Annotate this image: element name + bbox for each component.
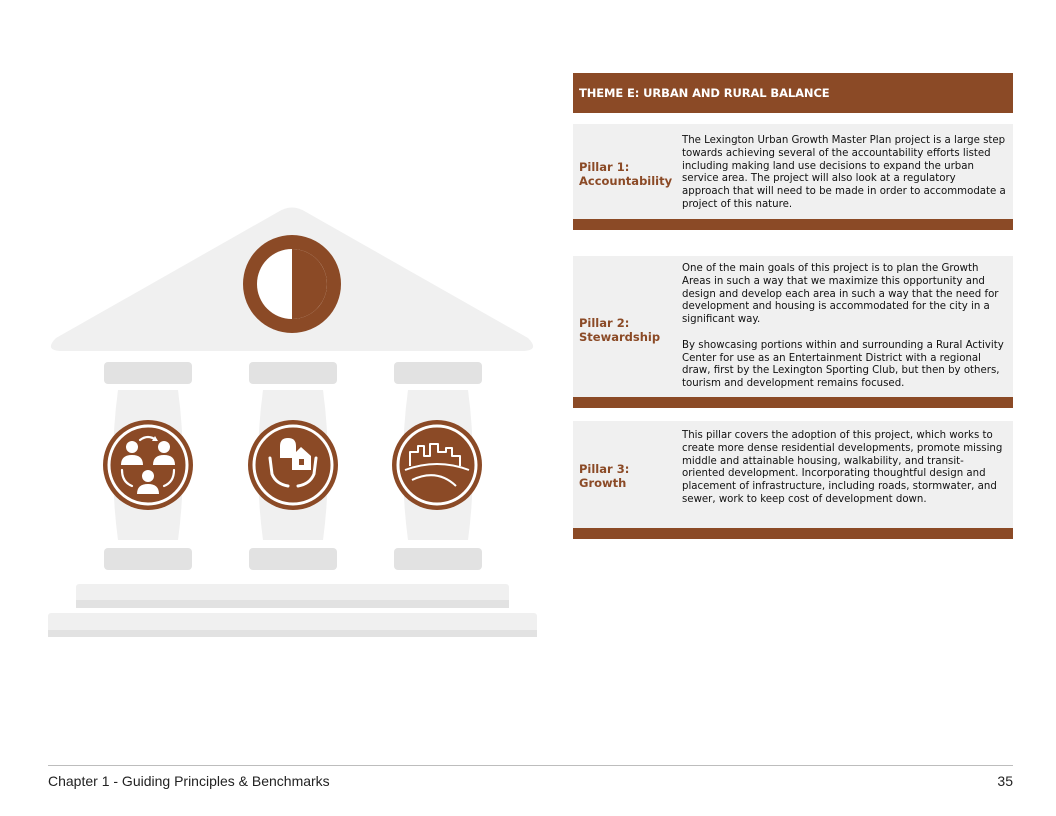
- pillar-paragraph: By showcasing portions within and surrounding a Rural Activity Center for use as an Entertainment District with a regional draw, first by the Lexington Sporting Club, but then by others, tourism and development remains focused.: [682, 339, 1004, 390]
- column-capital-2: [249, 362, 337, 384]
- pillar-card-accountability: [573, 124, 1013, 219]
- pillar-name: Accountability: [579, 174, 673, 188]
- pillar-divider-bar: [573, 397, 1013, 408]
- theme-title: THEME E: URBAN AND RURAL BALANCE: [573, 73, 1013, 113]
- hands-house-icon: [248, 420, 338, 510]
- column-base-2: [249, 548, 337, 570]
- column-capital-1: [104, 362, 192, 384]
- column-capital-3: [394, 362, 482, 384]
- pillar-description: [682, 135, 1006, 212]
- footer-divider: [48, 765, 1013, 766]
- column-base-1: [104, 548, 192, 570]
- half-circle-icon: [243, 235, 341, 333]
- pillar-number: Pillar 2:: [579, 316, 630, 330]
- pillar-paragraph: One of the main goals of this project is to plan the Growth Areas in such a way that we maximize this opportunity and design and develop each area in such a way that the need for development and housing is accommodated for the city in a significant way.: [682, 263, 999, 326]
- pillar-label: [579, 316, 675, 344]
- pillar-name: Stewardship: [579, 330, 661, 344]
- pillar-number: Pillar 1:: [579, 160, 630, 174]
- pillar-label: [579, 462, 675, 490]
- pillar-divider-bar: [573, 219, 1013, 230]
- pillar-paragraph: The Lexington Urban Growth Master Plan project is a large step towards achieving several of the accountability efforts listed including making land use decisions to expand the urban service area. The project will also look at a regulatory approach that will need to be made in order to accommodate a project of this nature.: [682, 135, 1006, 210]
- pillar-description: [682, 430, 1006, 507]
- pillar-name: Growth: [579, 476, 627, 490]
- page-number: 35: [997, 773, 1013, 789]
- people-cycle-icon: [103, 420, 193, 510]
- temple-illustration: [0, 0, 560, 660]
- pillar-card-growth: [573, 421, 1013, 528]
- pillar-description: [682, 263, 1006, 391]
- city-skyline-icon: [392, 420, 482, 510]
- footer-chapter-title: Chapter 1 - Guiding Principles & Benchmarks: [48, 773, 330, 789]
- pillar-number: Pillar 3:: [579, 462, 630, 476]
- pillar-paragraph: This pillar covers the adoption of this project, which works to create more dense residential developments, promote missing middle and attainable housing, walkability, and transit-oriented development. Incorporating thoughtful design and placement of infrastructure, including roads, stormwater, and sewer, work to keep cost of development down.: [682, 430, 1003, 505]
- pillar-divider-bar: [573, 528, 1013, 539]
- pillar-card-stewardship: [573, 256, 1013, 397]
- column-base-3: [394, 548, 482, 570]
- pillar-label: [579, 160, 675, 188]
